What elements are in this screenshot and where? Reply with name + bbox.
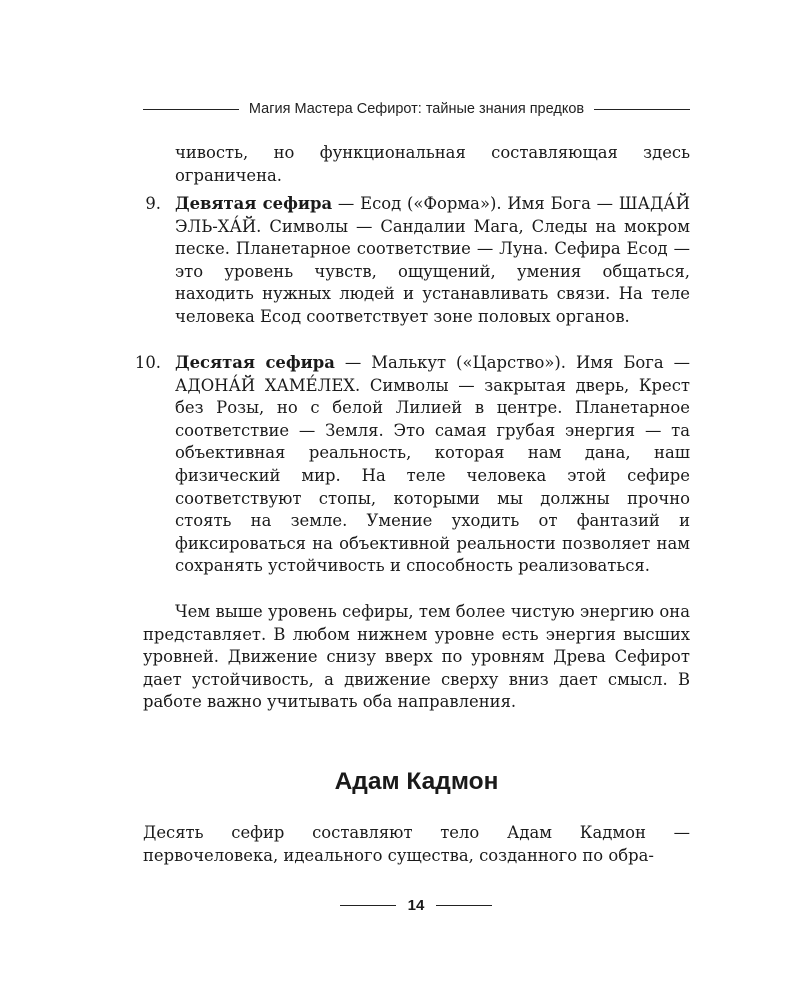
list-item-text: — Малькут («Царство»). Имя Бога — АДОНА́Й ХАМЕ́ЛЕХ. Символы — закрытая дверь, Крест без Розы, но с белой Лилией в центре. Планетарное соответствие — Земля. Это самая грубая энергия — та объективная реальность, которая нам дана, наш физический мир. На теле человека этой сефире соответствуют стопы, которыми мы должны прочно стоять на земле. Умение уходить от фантазий и фиксироваться на объективной реальности позволяет нам сохранять устойчивость и способность реализоваться.: [175, 353, 690, 576]
list-item-term: Девятая сефира: [175, 194, 333, 213]
header-rule-right: [594, 109, 690, 110]
running-head: [143, 98, 690, 120]
list-item-term: Десятая сефира: [175, 353, 335, 372]
continuation-text: чивость, но функциональная составляющая здесь ограничена.: [175, 143, 690, 185]
list-number-10: 10.: [134, 353, 161, 372]
running-title: Магия Мастера Сефирот: тайные знания предков: [248, 101, 585, 117]
section-heading: Адам Кадмон: [334, 768, 499, 795]
page-footer: [340, 893, 492, 917]
page-number: 14: [407, 896, 425, 914]
list-item-text: — Есод («Форма»). Имя Бога — ШАДА́Й ЭЛЬ-ХА́Й. Символы — Сандалии Мага, Следы на мокром песке. Планетарное соответствие — Луна. Сефира Есод — это уровень чувств, ощущений, умения общаться, находить нужных людей и устанавливать связи. На теле человека Есод соответствует зоне половых органов.: [175, 194, 690, 326]
section-paragraph: Десять сефир составляют тело Адам Кадмон — первочеловека, идеального существа, созданного по обра-: [143, 823, 690, 865]
footer-rule-right: [436, 905, 492, 906]
body-paragraph: Чем выше уровень сефиры, тем более чистую энергию она представляет. В любом нижнем уровне есть энергия высших уровней. Движение снизу вверх по уровням Древа Сефирот дает устойчивость, а движение сверху вниз дает смысл. В работе важно учитывать оба направления.: [143, 602, 690, 712]
list-number-9: 9.: [145, 194, 161, 213]
header-rule-left: [143, 109, 239, 110]
footer-rule-left: [340, 905, 396, 906]
list-item-10: [175, 352, 690, 578]
list-item-9: [175, 193, 690, 329]
